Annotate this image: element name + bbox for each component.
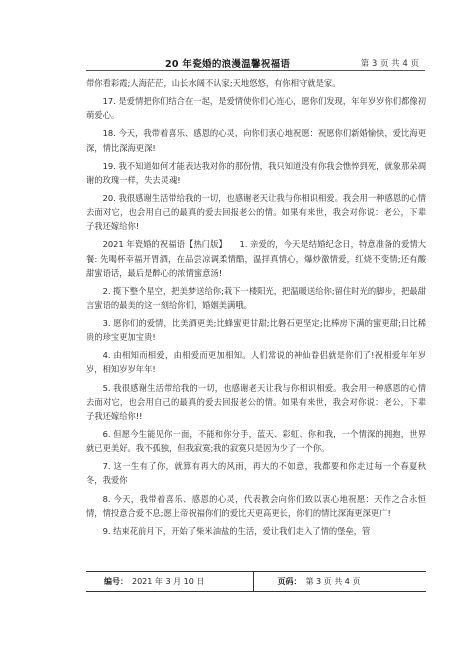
- paragraph: 2021 年瓷婚的祝福语【热门版】 1. 亲爱的，今天是结婚纪念日，特意准备的爱情大餐: 先喝杯幸福开胃酒，在品尝凉调柔情酷，温拌真情心，爆炒激情爱，红烧不变情;还有酸甜蜜语话，最后是醉心的浓情蜜意汤!: [86, 239, 426, 278]
- paragraph: 8. 今天，我带着喜乐、感恩的心灵，代表教会向你们致以衷心地祝愿：天作之合永恒情，情投意合爱不息;愿上帝祝福你们的爱比天更高更长，你们的情比深海更深更广!: [86, 493, 426, 518]
- paragraph: 19. 我不知道如何才能表达我对你的那份情，我只知道没有你我会憔悴到死，就象那朵凋谢的玫瑰一样，失去灵魂!: [86, 160, 426, 185]
- footer-table: [86, 571, 426, 592]
- paragraph: 9. 结束花前月下，开始了柴米油盐的生活，爱让我们走入了情的堡垒，管: [102, 525, 371, 536]
- document-title: 20 年瓷婚的浪漫温馨祝福语: [165, 59, 291, 70]
- paragraph: 5. 我很感谢生活带给我的一切，也感谢老天让我与你相识相爱。我会用一种感恩的心情去面对它，也会用自己的最真的爱去回报老公的情。如果有来世，我会对你说：老公，下辈子我还嫁给你!!: [86, 382, 426, 421]
- footer-number-label: 编号：: [104, 577, 128, 586]
- paragraph: 7. 这一生有了你，就算有再大的风雨，再大的不如意，我都要和你走过每一个春夏秋冬，我爱你: [86, 461, 426, 486]
- footer-page-label: 页码：: [277, 577, 302, 586]
- paragraph: 6. 但愿今生能见你一面，不能和你分手，蓝天、彩虹、你和我，一个情深的拥抱，世界就已更美好。我不孤独，但我寂寞;我的寂寞只是因为少了一个你。: [86, 429, 426, 454]
- paragraph: 2. 揽下整个星空，把美梦送给你;栽下一楼阳光，把温暖送给你;留住时光的脚步，把最甜言蜜语的最美的这一刻给你们，婚姻美满哦。: [86, 285, 426, 310]
- paragraph: 17. 是爱情把你们结合在一起，是爱情使你们心连心，愿你们发现，年年岁岁你们都像初萌爱心。: [86, 96, 426, 121]
- paragraph: 3. 愿你们的爱情，比美酒更美;比蜂蜜更甘甜;比磐石更坚定;比棒房下满的蜜更甜;日比稀贵的珍宝更加宝贵!: [86, 318, 426, 343]
- paragraph: 4. 由相知而相爱，由相爱而更加相知。人们常说的神仙眷侣就是你们了!祝相爱年年岁岁，相知岁岁年年!: [86, 350, 426, 375]
- footer-number-value: 2021 年 3 月 10 日: [132, 577, 205, 586]
- header-page-number: 第 3 页 共 4 页: [360, 59, 419, 69]
- footer-page-cell: [253, 572, 427, 591]
- document-body: [86, 76, 426, 542]
- paragraph: 带你看彩霞;人海茫茫，山长水阔不认家;天地悠悠，有你相守就是家。: [86, 78, 341, 88]
- footer-number-cell: [86, 572, 253, 591]
- header-divider: [86, 70, 425, 71]
- footer-page-value: 第 3 页 共 4 页: [305, 577, 361, 586]
- paragraph: 18. 今天，我带着喜乐、感恩的心灵，向你们衷心地祝愿：祝愿你们新婚愉快，爱比海更深，情比深海更深!: [86, 128, 426, 153]
- paragraph: 20. 我很感谢生活带给我的一切，也感谢老天让我与你相识相爱。我会用一种感恩的心情去面对它，也会用自己的最真的爱去回报老公的情。如果有来世，我会对你说：老公，下辈子我还嫁给你!: [86, 193, 426, 232]
